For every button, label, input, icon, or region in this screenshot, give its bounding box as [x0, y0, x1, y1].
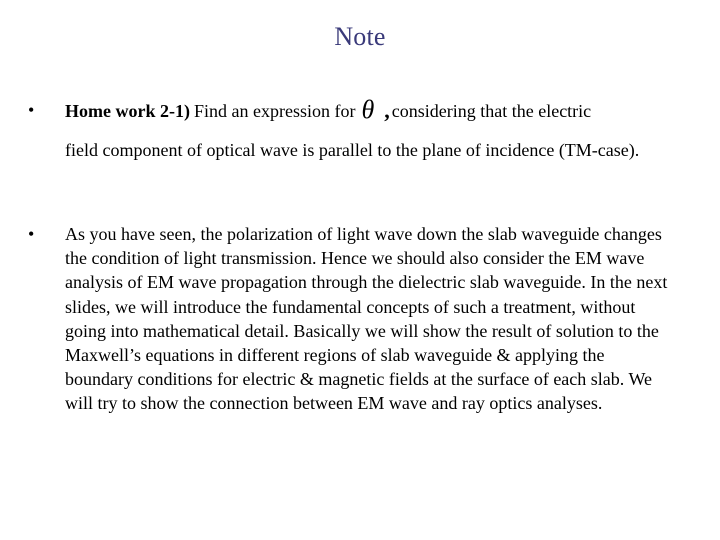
slide-title: Note	[334, 22, 386, 51]
bullet-homework	[28, 95, 678, 162]
bullet-icon: •	[28, 224, 35, 244]
homework-label: Home work 2-1)	[65, 101, 190, 121]
homework-text-after-symbol: considering that the electric	[391, 101, 592, 121]
homework-continuation: field component of optical wave is parallel to the plane of incidence (TM-case).	[65, 140, 640, 160]
bullet-homework-text	[65, 95, 677, 162]
homework-comma: ,	[384, 98, 390, 123]
em-analysis-paragraph: As you have seen, the polarization of light wave down the slab waveguide changes the condition of light transmission. Hence we should also consider the EM wave analysis of EM wave propagation through the dielectric slab waveguide. In the next slides, we will introduce the fundamental concepts of such a treatment, without going into mathematical detail. Basically we will show the result of solution to the Maxwell’s equations in different regions of slab waveguide & applying the boundary conditions for electric & magnetic fields at the surface of each slab. We will try to show the connection between EM wave and ray optics analyses.	[65, 224, 668, 414]
homework-text-before-symbol: Find an expression for	[193, 101, 356, 121]
theta-symbol: θ	[361, 95, 375, 124]
bullet-icon: •	[28, 100, 35, 120]
bullet-em-analysis	[28, 222, 678, 416]
homework-first-line	[65, 95, 677, 124]
